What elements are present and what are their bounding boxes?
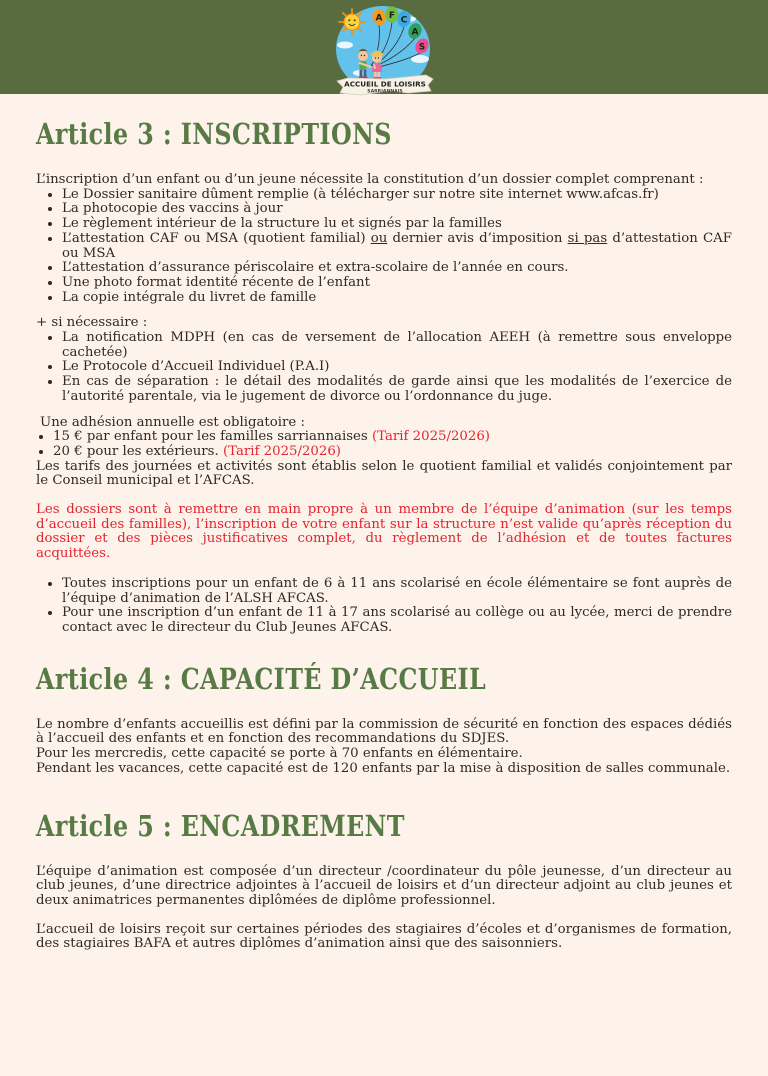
list-item — [53, 430, 732, 445]
text-segment-u: ou — [370, 230, 388, 246]
list-item: • La copie intégrale du livret de famille — [62, 291, 732, 306]
article-4-para-3: Pendant les vacances, cette capacité est de 120 enfants par la mise à disposition de salles communale. — [36, 760, 731, 776]
list-item: • En cas de séparation : le détail des modalités de garde ainsi que les modalités de l’exercice de l’autorité parentale, via le jugement de divorce ou l’ordonnance du juge. — [62, 375, 732, 404]
text-segment: 15 € par enfant pour les familles sarriannaises — [53, 429, 372, 445]
list-item: • Toutes inscriptions pour un enfant de 6 à 11 ans scolarisé en école élémentaire se font auprès de l’équipe d’animation de l’ALSH AFCAS. — [62, 577, 732, 606]
balloon-letter: A — [411, 27, 419, 38]
list-item: • Pour une inscription d’un enfant de 11 à 17 ans scolarisé au collège ou au lycée, merci de prendre contact avec le directeur du Club Jeunes AFCAS. — [62, 606, 732, 635]
tarifs-note: Les tarifs des journées et activités sont établis selon le quotient familial et validés conjointement par le Conseil municipal et l’AFCAS. — [36, 458, 732, 489]
si-necessaire-label: + si nécessaire : — [36, 315, 148, 331]
text-segment: d’attestation CAF ou MSA — [62, 230, 732, 261]
article-3-heading-text: Article 3 : INSCRIPTIONS — [36, 117, 392, 151]
text-segment-u: si pas — [567, 230, 608, 246]
inscription-list — [36, 577, 732, 636]
article-5-heading — [36, 809, 732, 844]
list-item: • Le Protocole d’Accueil Individuel (P.A.I) — [62, 360, 732, 375]
balloon-letter: F — [388, 11, 396, 21]
balloon-letter: C — [400, 15, 408, 26]
list-item: • La photocopie des vaccins à jour — [62, 202, 732, 217]
article-4-para-1: Le nombre d’enfants accueillis est défini par la commission de sécurité en fonction des espaces dédiés à l’accueil des enfants et en fonction des recommandations du SDJES. — [36, 716, 732, 747]
afcas-logo — [330, 5, 440, 101]
text-segment-red: (Tarif 2025/2026) — [371, 429, 490, 445]
article-5-para-1: L’équipe d’animation est composée d’un directeur /coordinateur du pôle jeunesse, d’un directeur au club jeunes, d’une directrice adjointes à l’accueil de loisirs et d’un directeur adjoint au club jeunes et deux animatrices permanentes diplômées de diplôme professionnel. — [36, 863, 732, 908]
adhesion-label: Une adhésion annuelle est obligatoire : — [40, 414, 305, 430]
si-necessaire-list — [36, 331, 732, 405]
article-5-para-2: L’accueil de loisirs reçoit sur certaines périodes des stagiaires d’écoles et d’organismes de formation, des stagiaires BAFA et autres diplômes d’animation ainsi que des saisonniers. — [36, 921, 732, 952]
article-3-heading — [36, 117, 732, 152]
text-segment: 20 € pour les extérieurs. — [53, 443, 223, 459]
text-segment: L’attestation CAF ou MSA (quotient familial) — [62, 230, 371, 246]
article-4-para-2: Pour les mercredis, cette capacité se porte à 70 enfants en élémentaire. — [36, 746, 523, 762]
list-item — [62, 232, 732, 261]
dossier-required-list — [36, 188, 732, 306]
banner-title: ACCUEIL DE LOISIRS — [344, 79, 426, 89]
balloon-letter: A — [375, 13, 383, 24]
list-item: • Le Dossier sanitaire dûment remplie (à télécharger sur notre site internet www.afcas.fr) — [62, 188, 732, 203]
list-item: • La notification MDPH (en cas de versement de l’allocation AEEH (à remettre sous enveloppe cachetée) — [62, 331, 732, 360]
balloon-letter: S — [418, 42, 426, 53]
list-item: • Le règlement intérieur de la structure lu et signés par la familles — [62, 217, 732, 232]
red-notice: Les dossiers sont à remettre en main propre à un membre de l’équipe d’animation (sur les temps d’accueil des familles), l’inscription de votre enfant sur la structure n’est valide qu’après réception du dossier et des pièces justificatives complet, du règlement de l’adhésion et de toutes factures acquittées. — [36, 502, 732, 562]
text-segment: dernier avis d’imposition — [387, 230, 568, 246]
list-item — [53, 445, 732, 460]
sun-icon — [339, 9, 365, 35]
adhesion-list — [36, 430, 732, 459]
article-4-heading — [36, 662, 732, 697]
text-segment-red: (Tarif 2025/2026) — [222, 443, 341, 459]
header-band — [0, 0, 768, 94]
article-4-heading-text: Article 4 : CAPACITÉ D’ACCUEIL — [36, 661, 487, 696]
list-item: • L’attestation d’assurance périscolaire et extra-scolaire de l’année en cours. — [62, 261, 732, 276]
document-content — [0, 117, 768, 952]
article-3-intro: L’inscription d’un enfant ou d’un jeune nécessite la constitution d’un dossier complet comprenant : — [36, 172, 704, 187]
list-item: • Une photo format identité récente de l’enfant — [62, 276, 732, 291]
article-5-heading-text: Article 5 : ENCADREMENT — [36, 808, 405, 843]
banner-subtitle: SARRIANNAIS — [367, 89, 403, 95]
